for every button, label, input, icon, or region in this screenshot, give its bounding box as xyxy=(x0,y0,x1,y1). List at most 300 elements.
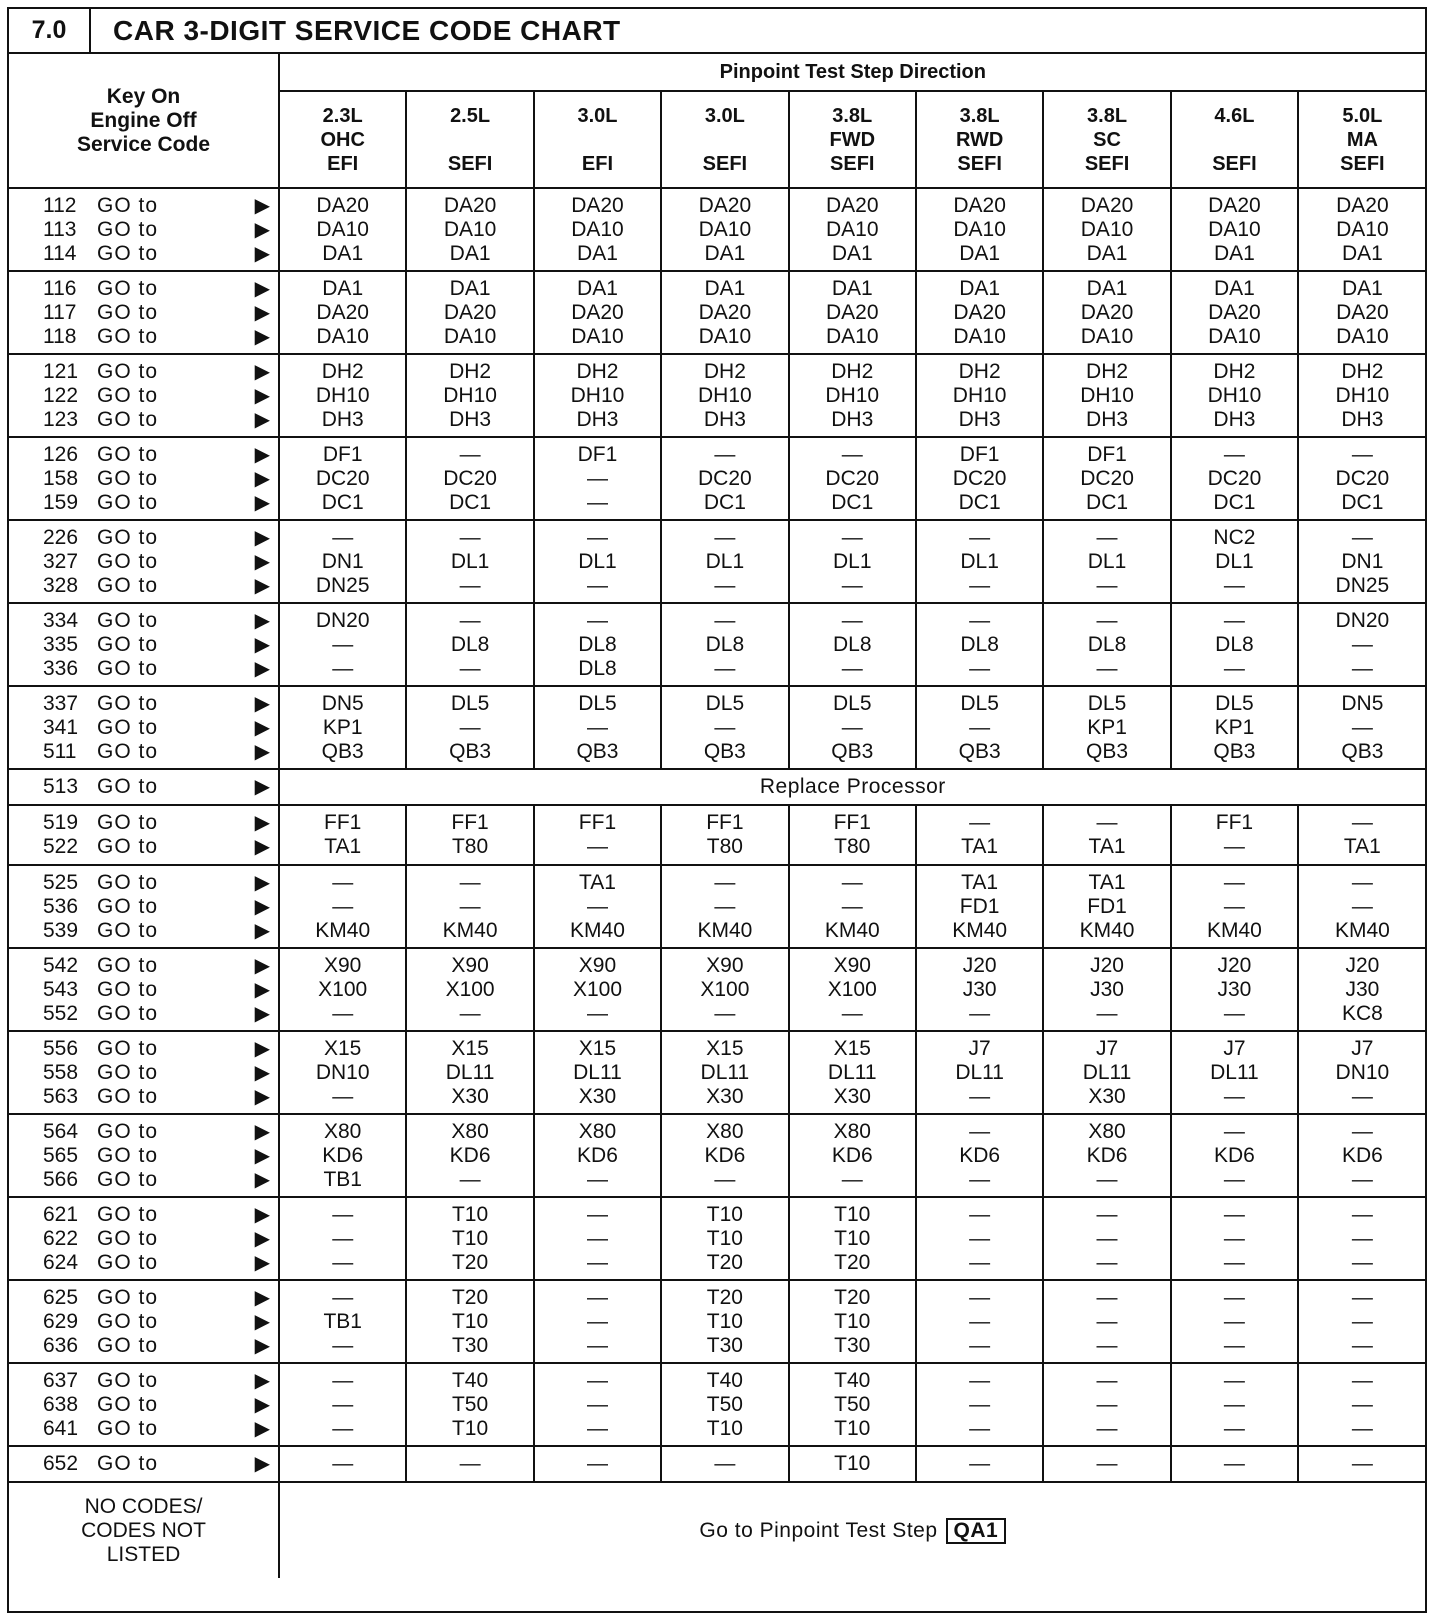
test-step-value: DA1 xyxy=(1341,241,1383,265)
test-step-value: DH10 xyxy=(698,383,752,407)
test-step-value: — xyxy=(1223,1202,1245,1226)
test-step-value: — xyxy=(969,525,991,549)
test-step-cell xyxy=(279,520,406,603)
test-step-value: — xyxy=(332,1226,354,1250)
test-step-cell xyxy=(279,188,406,271)
section-number: 7.0 xyxy=(9,9,91,52)
test-step-value: — xyxy=(969,1001,991,1025)
test-step-value: — xyxy=(1223,573,1245,597)
test-step-value: — xyxy=(1351,1368,1373,1392)
service-code-line xyxy=(43,871,278,895)
test-step-value: T10 xyxy=(834,1202,871,1226)
test-step-cell xyxy=(1298,1363,1426,1446)
test-step-value: NC2 xyxy=(1213,525,1256,549)
test-step-cell xyxy=(406,520,533,603)
service-code-line xyxy=(43,692,278,716)
service-code-cell xyxy=(9,805,279,865)
table-row xyxy=(9,1280,1426,1363)
service-code: 122 xyxy=(43,383,79,407)
go-to-label: GO to xyxy=(97,608,159,632)
table-row xyxy=(9,1197,1426,1280)
play-arrow-icon: ▶ xyxy=(254,1120,270,1143)
test-step-value: — xyxy=(841,1001,863,1025)
test-step-cell xyxy=(1171,354,1298,437)
service-code-line xyxy=(43,194,278,218)
test-step-value: TB1 xyxy=(323,1167,362,1191)
test-step-value: — xyxy=(586,466,608,490)
test-step-value: — xyxy=(1351,632,1373,656)
play-arrow-icon: ▶ xyxy=(254,692,270,715)
test-step-value: DA10 xyxy=(953,324,1006,348)
test-step-value: X100 xyxy=(572,977,622,1001)
test-step-value: DC20 xyxy=(952,466,1007,490)
test-step-value: X15 xyxy=(578,1036,617,1060)
test-step-value: — xyxy=(586,490,608,514)
test-step-value: DA1 xyxy=(959,276,1001,300)
test-step-value: DA10 xyxy=(571,324,624,348)
go-to-label: GO to xyxy=(97,775,159,798)
test-step-value: DA10 xyxy=(698,217,752,241)
service-code: 542 xyxy=(43,953,79,977)
test-step-value: — xyxy=(459,894,481,918)
test-step-value: — xyxy=(1223,1333,1245,1357)
test-step-value: — xyxy=(1351,715,1373,739)
play-arrow-icon: ▶ xyxy=(254,1393,270,1416)
service-code: 539 xyxy=(43,918,79,942)
test-step-value: KD6 xyxy=(449,1143,491,1167)
test-step-value: T10 xyxy=(706,1309,743,1333)
test-step-value: DH3 xyxy=(449,407,492,431)
test-step-value: — xyxy=(1223,894,1245,918)
test-step-cell xyxy=(916,1363,1043,1446)
test-step-cell xyxy=(534,948,661,1031)
test-step-value: — xyxy=(459,715,481,739)
test-step-value: DA1 xyxy=(577,241,618,265)
service-code: 513 xyxy=(43,775,79,798)
test-step-value: — xyxy=(969,715,991,739)
test-step-cell xyxy=(661,520,788,603)
test-step-cell xyxy=(789,603,916,686)
service-code: 114 xyxy=(43,241,77,265)
test-step-cell xyxy=(279,1280,406,1363)
test-step-value: — xyxy=(714,525,736,549)
go-to-label: GO to xyxy=(97,490,159,514)
test-step-cell xyxy=(279,354,406,437)
go-to-label: GO to xyxy=(97,1060,159,1084)
test-step-value: T10 xyxy=(834,1416,871,1440)
test-step-value: DL1 xyxy=(960,549,999,573)
test-step-value: — xyxy=(841,870,863,894)
test-step-cell xyxy=(661,805,788,865)
test-step-value: X100 xyxy=(318,977,368,1001)
test-step-value: DA1 xyxy=(831,241,873,265)
test-step-value: DH2 xyxy=(321,359,364,383)
test-step-cell xyxy=(1171,1280,1298,1363)
test-step-value: J30 xyxy=(1090,977,1124,1001)
service-code-line xyxy=(43,716,278,740)
test-step-value: T20 xyxy=(834,1285,871,1309)
test-step-cell xyxy=(406,686,533,769)
test-step-cell xyxy=(534,1363,661,1446)
test-step-cell xyxy=(1171,686,1298,769)
test-step-cell xyxy=(406,354,533,437)
test-step-value: — xyxy=(332,1392,354,1416)
test-step-cell xyxy=(534,1446,661,1482)
test-step-value: X90 xyxy=(578,953,617,977)
test-step-value: — xyxy=(1223,1119,1245,1143)
test-step-cell xyxy=(916,271,1043,354)
test-step-value: DC1 xyxy=(449,490,492,514)
play-arrow-icon: ▶ xyxy=(254,277,270,300)
service-code-line xyxy=(43,443,278,467)
service-code: 552 xyxy=(43,1001,79,1025)
test-step-value: — xyxy=(1096,1392,1118,1416)
test-step-value: — xyxy=(332,1084,354,1108)
test-step-cell xyxy=(279,1363,406,1446)
engine-header-line: SEFI xyxy=(702,152,748,175)
service-code-cell xyxy=(9,769,279,805)
service-code: 116 xyxy=(43,276,77,300)
service-code-line xyxy=(43,491,278,515)
test-step-value: — xyxy=(841,573,863,597)
test-step-value: DC20 xyxy=(1207,466,1262,490)
test-step-value: DA10 xyxy=(1080,324,1134,348)
test-step-value: — xyxy=(332,525,354,549)
test-step-cell xyxy=(916,188,1043,271)
engine-header-line: EFI xyxy=(581,152,614,175)
test-step-value: DN10 xyxy=(1335,1060,1390,1084)
test-step-cell xyxy=(406,603,533,686)
test-step-value: DC1 xyxy=(1213,490,1256,514)
play-arrow-icon: ▶ xyxy=(254,919,270,942)
test-step-cell xyxy=(406,805,533,865)
go-to-label: GO to xyxy=(97,1368,159,1392)
test-step-value: — xyxy=(1223,835,1245,858)
go-to-label: GO to xyxy=(97,1167,159,1191)
play-arrow-icon: ▶ xyxy=(254,550,270,573)
test-step-value: DL8 xyxy=(832,632,872,656)
test-step-cell xyxy=(534,1280,661,1363)
test-step-value: DA20 xyxy=(571,300,624,324)
test-step-value: — xyxy=(1351,1250,1373,1274)
service-code-line xyxy=(43,1120,278,1144)
play-arrow-icon: ▶ xyxy=(254,526,270,549)
go-to-label: GO to xyxy=(97,573,159,597)
test-step-cell xyxy=(406,437,533,520)
no-codes-line: NO CODES/ xyxy=(84,1494,203,1518)
test-step-cell xyxy=(279,686,406,769)
test-step-value: KD6 xyxy=(1214,1143,1255,1167)
test-step-cell xyxy=(279,1446,406,1482)
test-step-value: — xyxy=(586,1452,608,1475)
test-step-cell xyxy=(1171,1363,1298,1446)
test-step-value: — xyxy=(1096,1250,1118,1274)
service-code-line xyxy=(43,1144,278,1168)
test-step-value: — xyxy=(969,1084,991,1108)
go-to-label: GO to xyxy=(97,1119,159,1143)
service-code-line xyxy=(43,1393,278,1417)
test-step-value: — xyxy=(586,1001,608,1025)
service-code-line xyxy=(43,919,278,943)
test-step-value: DA1 xyxy=(704,276,746,300)
test-step-value: DH10 xyxy=(1207,383,1262,407)
play-arrow-icon: ▶ xyxy=(254,776,270,798)
test-step-cell xyxy=(1298,1446,1426,1482)
play-arrow-icon: ▶ xyxy=(254,443,270,466)
test-step-value: DL8 xyxy=(960,632,999,656)
test-step-value: — xyxy=(332,870,354,894)
engine-header-line: 5.0L xyxy=(1342,104,1383,127)
test-step-value: — xyxy=(1351,442,1373,466)
service-code: 118 xyxy=(43,324,77,348)
chart-title: CAR 3-DIGIT SERVICE CODE CHART xyxy=(113,14,621,46)
test-step-value: X90 xyxy=(706,953,744,977)
test-step-value: T10 xyxy=(706,1202,743,1226)
test-step-value: DA10 xyxy=(1208,324,1261,348)
test-step-value: TA1 xyxy=(961,870,999,894)
play-arrow-icon: ▶ xyxy=(254,574,270,597)
test-step-value: — xyxy=(332,1285,354,1309)
test-step-value: T40 xyxy=(834,1368,871,1392)
test-step-cell xyxy=(916,520,1043,603)
test-step-cell xyxy=(534,520,661,603)
test-step-value: TA1 xyxy=(1088,870,1126,894)
test-step-cell xyxy=(789,1197,916,1280)
service-code: 621 xyxy=(43,1202,79,1226)
test-step-cell xyxy=(789,1363,916,1446)
test-step-value: DA20 xyxy=(953,300,1006,324)
test-step-value: TA1 xyxy=(961,835,999,858)
test-step-value: — xyxy=(1351,811,1373,834)
service-code: 159 xyxy=(43,490,79,514)
test-step-value: — xyxy=(969,1202,991,1226)
test-step-cell xyxy=(534,271,661,354)
replace-processor-cell: Replace Processor xyxy=(279,769,1426,805)
test-step-value: DH10 xyxy=(1080,383,1134,407)
service-code-cell xyxy=(9,520,279,603)
test-step-cell xyxy=(1171,520,1298,603)
test-step-value: — xyxy=(586,1285,608,1309)
play-arrow-icon: ▶ xyxy=(254,1453,270,1475)
test-step-cell xyxy=(1298,271,1426,354)
test-step-cell xyxy=(1171,865,1298,948)
service-code-line xyxy=(43,1417,278,1441)
test-step-value: J20 xyxy=(1217,953,1252,977)
test-step-cell xyxy=(534,1031,661,1114)
go-to-label: GO to xyxy=(97,1202,159,1226)
test-step-value: DH10 xyxy=(952,383,1007,407)
test-step-value: J7 xyxy=(1223,1036,1246,1060)
test-step-value: — xyxy=(1223,1167,1245,1191)
test-step-value: — xyxy=(969,1119,991,1143)
test-step-value: DA20 xyxy=(316,300,369,324)
test-step-value: — xyxy=(969,1226,991,1250)
engine-column-header xyxy=(1298,91,1426,188)
test-step-value: T30 xyxy=(706,1333,743,1357)
go-to-label: GO to xyxy=(97,1392,159,1416)
play-arrow-icon: ▶ xyxy=(254,978,270,1001)
play-arrow-icon: ▶ xyxy=(254,491,270,514)
engine-header-line: 3.8L xyxy=(1087,104,1128,127)
engine-header-line xyxy=(662,128,787,152)
test-step-value: — xyxy=(969,1392,991,1416)
test-step-value: T10 xyxy=(834,1452,871,1475)
test-step-value: — xyxy=(332,1452,354,1475)
test-step-value: T20 xyxy=(706,1250,743,1274)
test-step-value: DA20 xyxy=(698,300,752,324)
test-step-value: X15 xyxy=(833,1036,871,1060)
test-step-value: T10 xyxy=(834,1309,871,1333)
service-code-line xyxy=(43,1203,278,1227)
engine-column-header xyxy=(1043,91,1170,188)
service-code-line xyxy=(43,408,278,432)
test-step-cell xyxy=(1171,1197,1298,1280)
test-step-value: KM40 xyxy=(1207,918,1262,942)
test-step-value: DH3 xyxy=(1341,407,1384,431)
test-step-cell xyxy=(661,1197,788,1280)
test-step-value: X30 xyxy=(578,1084,617,1108)
test-step-value: KD6 xyxy=(831,1143,873,1167)
test-step-value: DH3 xyxy=(958,407,1001,431)
table-row xyxy=(9,948,1426,1031)
test-step-value: DC1 xyxy=(1086,490,1129,514)
test-step-value: DA1 xyxy=(1341,276,1383,300)
test-step-cell xyxy=(1171,188,1298,271)
test-step-value: — xyxy=(586,1392,608,1416)
test-step-value: — xyxy=(841,442,863,466)
test-step-value: FF1 xyxy=(706,811,744,834)
service-code-cell xyxy=(9,603,279,686)
test-step-value: DL8 xyxy=(1087,632,1127,656)
play-arrow-icon: ▶ xyxy=(254,360,270,383)
play-arrow-icon: ▶ xyxy=(254,1417,270,1440)
go-to-label: GO to xyxy=(97,894,159,918)
test-step-value: KM40 xyxy=(1079,918,1135,942)
test-step-value: — xyxy=(1096,1333,1118,1357)
test-step-value: — xyxy=(841,1167,863,1191)
play-arrow-icon: ▶ xyxy=(254,194,270,217)
play-arrow-icon: ▶ xyxy=(254,954,270,977)
test-step-value: KM40 xyxy=(315,918,371,942)
test-step-value: DC20 xyxy=(315,466,370,490)
test-step-value: — xyxy=(586,608,608,632)
test-step-value: DL11 xyxy=(1210,1060,1259,1084)
play-arrow-icon: ▶ xyxy=(254,1002,270,1025)
test-step-value: J20 xyxy=(962,953,997,977)
test-step-cell xyxy=(534,354,661,437)
header-key-line: Key On xyxy=(106,84,181,108)
engine-header-line: SEFI xyxy=(447,152,493,175)
service-code: 117 xyxy=(43,300,77,324)
test-step-value: — xyxy=(332,894,354,918)
table-row xyxy=(9,271,1426,354)
service-code-line xyxy=(43,1168,278,1192)
service-code-line xyxy=(43,277,278,301)
test-step-cell xyxy=(406,1446,533,1482)
engine-header-line: MA xyxy=(1346,128,1378,151)
test-step-value: X80 xyxy=(451,1119,489,1143)
engine-header-line: SEFI xyxy=(1212,152,1257,175)
test-step-value: — xyxy=(459,1452,481,1475)
table-row xyxy=(9,805,1426,865)
test-step-value: X90 xyxy=(833,953,871,977)
test-step-value: DH10 xyxy=(825,383,880,407)
go-to-label: GO to xyxy=(97,977,159,1001)
test-step-cell xyxy=(661,1031,788,1114)
test-step-value: — xyxy=(969,1368,991,1392)
test-step-value: DA1 xyxy=(704,241,746,265)
test-step-value: DC20 xyxy=(1335,466,1390,490)
test-step-cell xyxy=(1298,948,1426,1031)
key-on-engine-off-header xyxy=(9,54,279,188)
service-code-line xyxy=(43,1227,278,1251)
service-code-line xyxy=(43,811,278,835)
code-table xyxy=(9,54,1426,1578)
test-step-value: DL5 xyxy=(450,691,490,715)
test-step-value: T30 xyxy=(834,1333,871,1357)
service-code: 123 xyxy=(43,407,79,431)
play-arrow-icon: ▶ xyxy=(254,740,270,763)
test-step-value: — xyxy=(714,573,736,597)
test-step-cell xyxy=(534,437,661,520)
test-step-value: TA1 xyxy=(1343,835,1381,858)
test-step-value: — xyxy=(1223,608,1245,632)
table-row xyxy=(9,437,1426,520)
test-step-cell xyxy=(1043,437,1170,520)
play-arrow-icon: ▶ xyxy=(254,1168,270,1191)
service-code-line xyxy=(43,1037,278,1061)
test-step-value: DC1 xyxy=(321,490,364,514)
test-step-cell xyxy=(789,188,916,271)
test-step-value: DL5 xyxy=(705,691,745,715)
test-step-cell xyxy=(916,1446,1043,1482)
test-step-value: DA20 xyxy=(1080,300,1134,324)
test-step-value: — xyxy=(332,1250,354,1274)
test-step-value: DN10 xyxy=(315,1060,370,1084)
test-step-value: DH2 xyxy=(1213,359,1256,383)
test-step-value: DA10 xyxy=(1080,217,1134,241)
test-step-value: X30 xyxy=(833,1084,871,1108)
service-code: 519 xyxy=(43,811,79,834)
service-code-line xyxy=(43,1061,278,1085)
service-code-line xyxy=(43,1369,278,1393)
play-arrow-icon: ▶ xyxy=(254,301,270,324)
test-step-cell xyxy=(789,520,916,603)
go-to-label: GO to xyxy=(97,1084,159,1108)
service-code: 565 xyxy=(43,1143,79,1167)
test-step-cell xyxy=(916,805,1043,865)
test-step-value: KD6 xyxy=(959,1143,1001,1167)
table-row xyxy=(9,1363,1426,1446)
test-step-value: — xyxy=(1351,1167,1373,1191)
test-step-reference: QA1 xyxy=(946,1518,1007,1544)
test-step-value: DA10 xyxy=(316,217,369,241)
test-step-value: DN1 xyxy=(321,549,364,573)
test-step-value: — xyxy=(586,1226,608,1250)
test-step-value: DA1 xyxy=(577,276,618,300)
test-step-value: DA20 xyxy=(698,193,752,217)
go-to-label: GO to xyxy=(97,1416,159,1440)
test-step-cell xyxy=(661,603,788,686)
test-step-value: DL11 xyxy=(1082,1060,1132,1084)
play-arrow-icon: ▶ xyxy=(254,384,270,407)
test-step-value: KD6 xyxy=(704,1143,746,1167)
go-to-label: GO to xyxy=(97,359,159,383)
test-step-value: — xyxy=(1351,1392,1373,1416)
service-code: 341 xyxy=(43,715,79,739)
test-step-cell xyxy=(1298,354,1426,437)
test-step-cell xyxy=(534,865,661,948)
